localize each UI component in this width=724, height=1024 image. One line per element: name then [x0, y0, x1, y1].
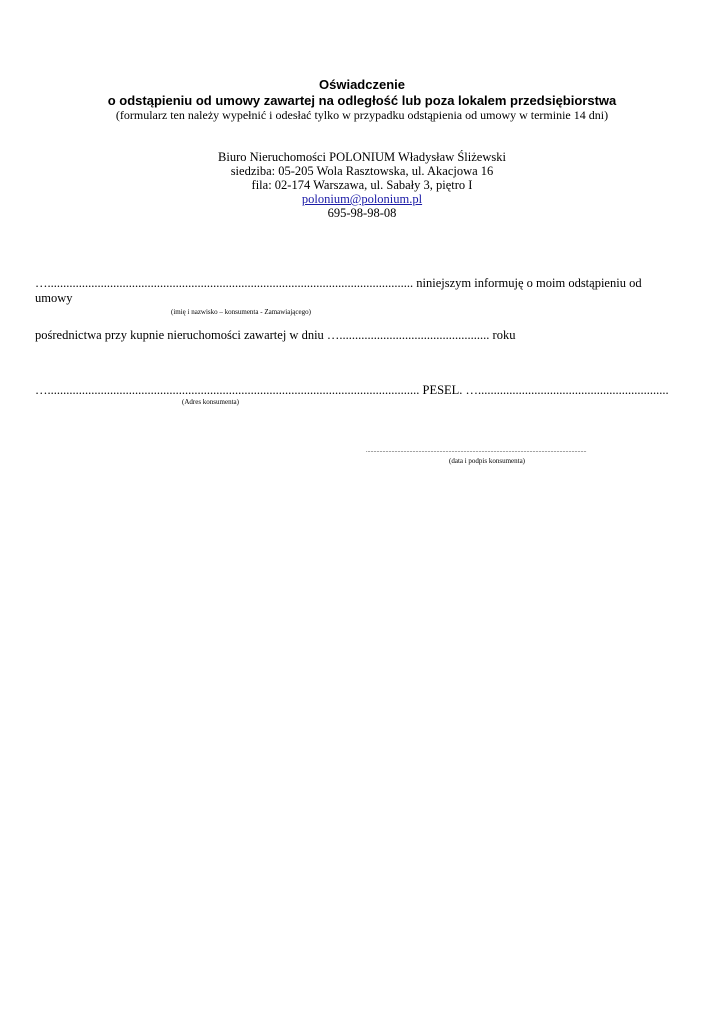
consumer-address-caption: (Adres konsumenta) — [182, 398, 239, 406]
office-phone: 695-98-98-08 — [327, 206, 397, 220]
document-title: Oświadczenie — [319, 77, 405, 92]
agency-contract-date-line: pośrednictwa przy kupnie nieruchomości zawartej w dniu …................................................ roku — [35, 328, 516, 342]
consumer-name-caption: (imię i nazwisko – konsumenta - Zamawiającego) — [171, 308, 311, 316]
form-instruction-note: (formularz ten należy wypełnić i odesłać tylko w przypadku odstąpienia od umowy w terminie 14 dni) — [115, 108, 609, 122]
office-email-row — [0, 192, 724, 207]
consumer-name-line: …..................................................................................................................... niniejszym informuję o moim odstąpieniu od — [35, 276, 642, 290]
consumer-name-line-continuation: umowy — [35, 291, 73, 305]
document-subtitle: o odstąpieniu od umowy zawartej na odległość lub poza lokalem przedsiębiorstwa — [107, 93, 617, 108]
office-name: Biuro Nieruchomości POLONIUM Władysław Śliżewski — [218, 150, 506, 164]
consumer-address-pesel-line: …....................................................................................................................... PESEL. …............................................................. — [35, 383, 669, 397]
office-branch-address: fila: 02-174 Warszawa, ul. Sabały 3, piętro I — [251, 178, 473, 192]
office-seat-address: siedziba: 05-205 Wola Rasztowska, ul. Akacjowa 16 — [230, 164, 494, 178]
signature-caption: (data i podpis konsumenta) — [449, 457, 526, 465]
office-email-link[interactable]: polonium@polonium.pl — [301, 192, 423, 206]
signature-dotted-line: ................................................................................................................................................... — [366, 448, 587, 454]
